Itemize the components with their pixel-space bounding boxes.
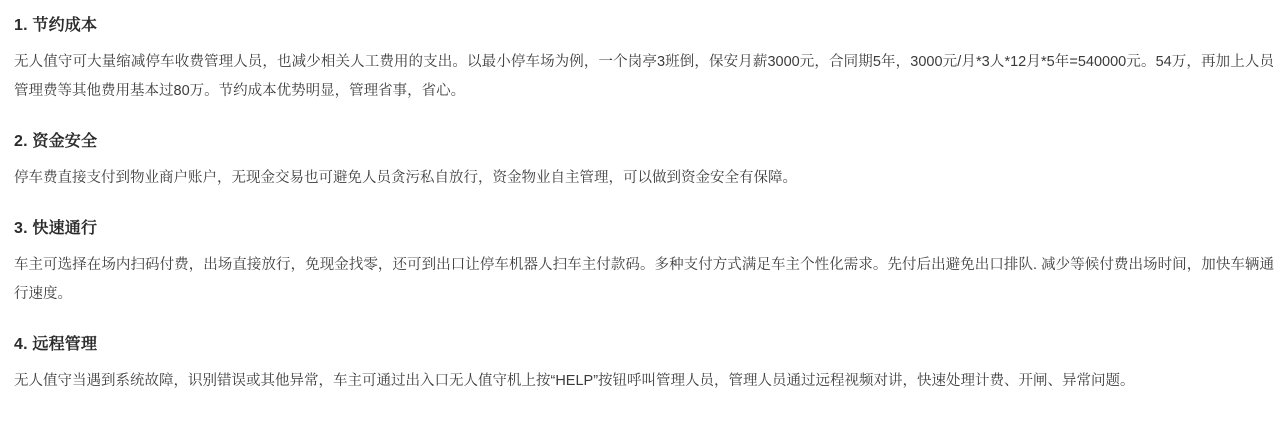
- section-heading: 2. 资金安全: [14, 133, 98, 150]
- section-fund-security: [14, 124, 1274, 211]
- section-fast-passage: [14, 211, 1274, 327]
- section-heading: 4. 远程管理: [14, 336, 98, 353]
- section-paragraph: 无人值守当遇到系统故障，识别错误或其他异常，车主可通过出入口无人值守机上按“HELP”按钮呼叫管理人员，管理人员通过远程视频对讲，快速处理计费、开闸、异常问题。: [14, 373, 1135, 389]
- section-paragraph: 停车费直接支付到物业商户账户，无现金交易也可避免人员贪污私自放行，资金物业自主管理，可以做到资金安全有保障。: [14, 170, 797, 186]
- section-heading: 1. 节约成本: [14, 17, 98, 34]
- section-cost-saving: [14, 10, 1274, 124]
- section-paragraph: 车主可选择在场内扫码付费，出场直接放行，免现金找零，还可到出口让停车机器人扫车主付款码。多种支付方式满足车主个性化需求。先付后出避免出口排队. 减少等候付费出场时间，加快车辆通行速度。: [14, 257, 1274, 302]
- section-heading: 3. 快速通行: [14, 220, 98, 237]
- section-remote-management: [14, 327, 1274, 400]
- section-paragraph: 无人值守可大量缩减停车收费管理人员，也减少相关人工费用的支出。以最小停车场为例，一个岗亭3班倒，保安月薪3000元，合同期5年，3000元/月*3人*12月*5年=540000元。54万，再加上人员管理费等其他费用基本过80万。节约成本优势明显，管理省事，省心。: [14, 54, 1274, 99]
